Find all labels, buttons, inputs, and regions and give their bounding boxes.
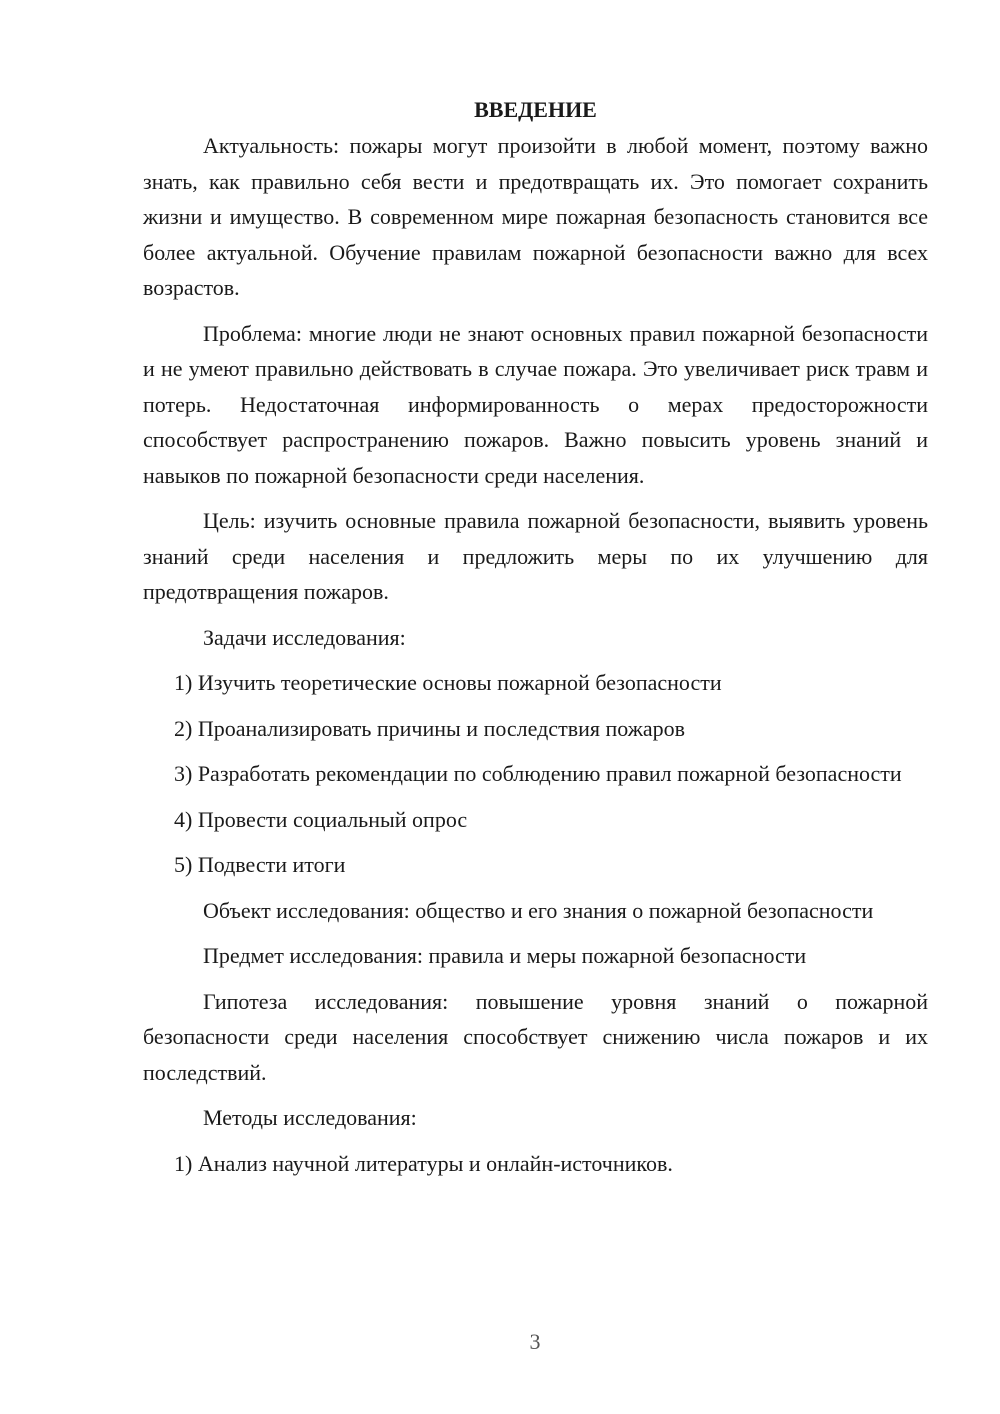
- task-item: 4) Провести социальный опрос: [174, 806, 468, 832]
- page-number: 3: [529, 1329, 541, 1354]
- tasks-heading: Задачи исследования:: [203, 624, 406, 650]
- task-item: 3) Разработать рекомендации по соблюдению правил пожарной безопасности: [174, 761, 902, 786]
- relevance-paragraph: Актуальность: пожары могут произойти в любой момент, поэтому важно знать, как правильно себя вести и предотвращать их. Это помогает сохранить жизни и имущество. В современном мире пожарная безопасность становится все более актуальной. Обучение правилам пожарной безопасности важно для всех возрастов.: [143, 133, 928, 300]
- method-item: 1) Анализ научной литературы и онлайн-источников.: [174, 1150, 673, 1176]
- task-item: 1) Изучить теоретические основы пожарной безопасности: [174, 670, 722, 695]
- document-page: [143, 92, 928, 1191]
- task-item: 2) Проанализировать причины и последствия пожаров: [174, 715, 686, 741]
- task-item: 5) Подвести итоги: [174, 852, 346, 877]
- problem-paragraph: Проблема: многие люди не знают основных правил пожарной безопасности и не умеют правильно действовать в случае пожара. Это увеличивает риск травм и потерь. Недостаточная информированность о мерах предосторожности способствует распространению пожаров. Важно повысить уровень знаний и навыков по пожарной безопасности среди населения.: [143, 320, 928, 488]
- subject-paragraph: Предмет исследования: правила и меры пожарной безопасности: [203, 943, 807, 968]
- section-title: ВВЕДЕНИЕ: [474, 97, 597, 122]
- methods-heading: Методы исследования:: [203, 1105, 417, 1130]
- hypothesis-paragraph: Гипотеза исследования: повышение уровня знаний о пожарной безопасности среди населения способствует снижению числа пожаров и их последствий.: [143, 988, 928, 1085]
- goal-paragraph: Цель: изучить основные правила пожарной безопасности, выявить уровень знаний среди населения и предложить меры по их улучшению для предотвращения пожаров.: [143, 508, 928, 604]
- object-paragraph: Объект исследования: общество и его знания о пожарной безопасности: [203, 897, 874, 923]
